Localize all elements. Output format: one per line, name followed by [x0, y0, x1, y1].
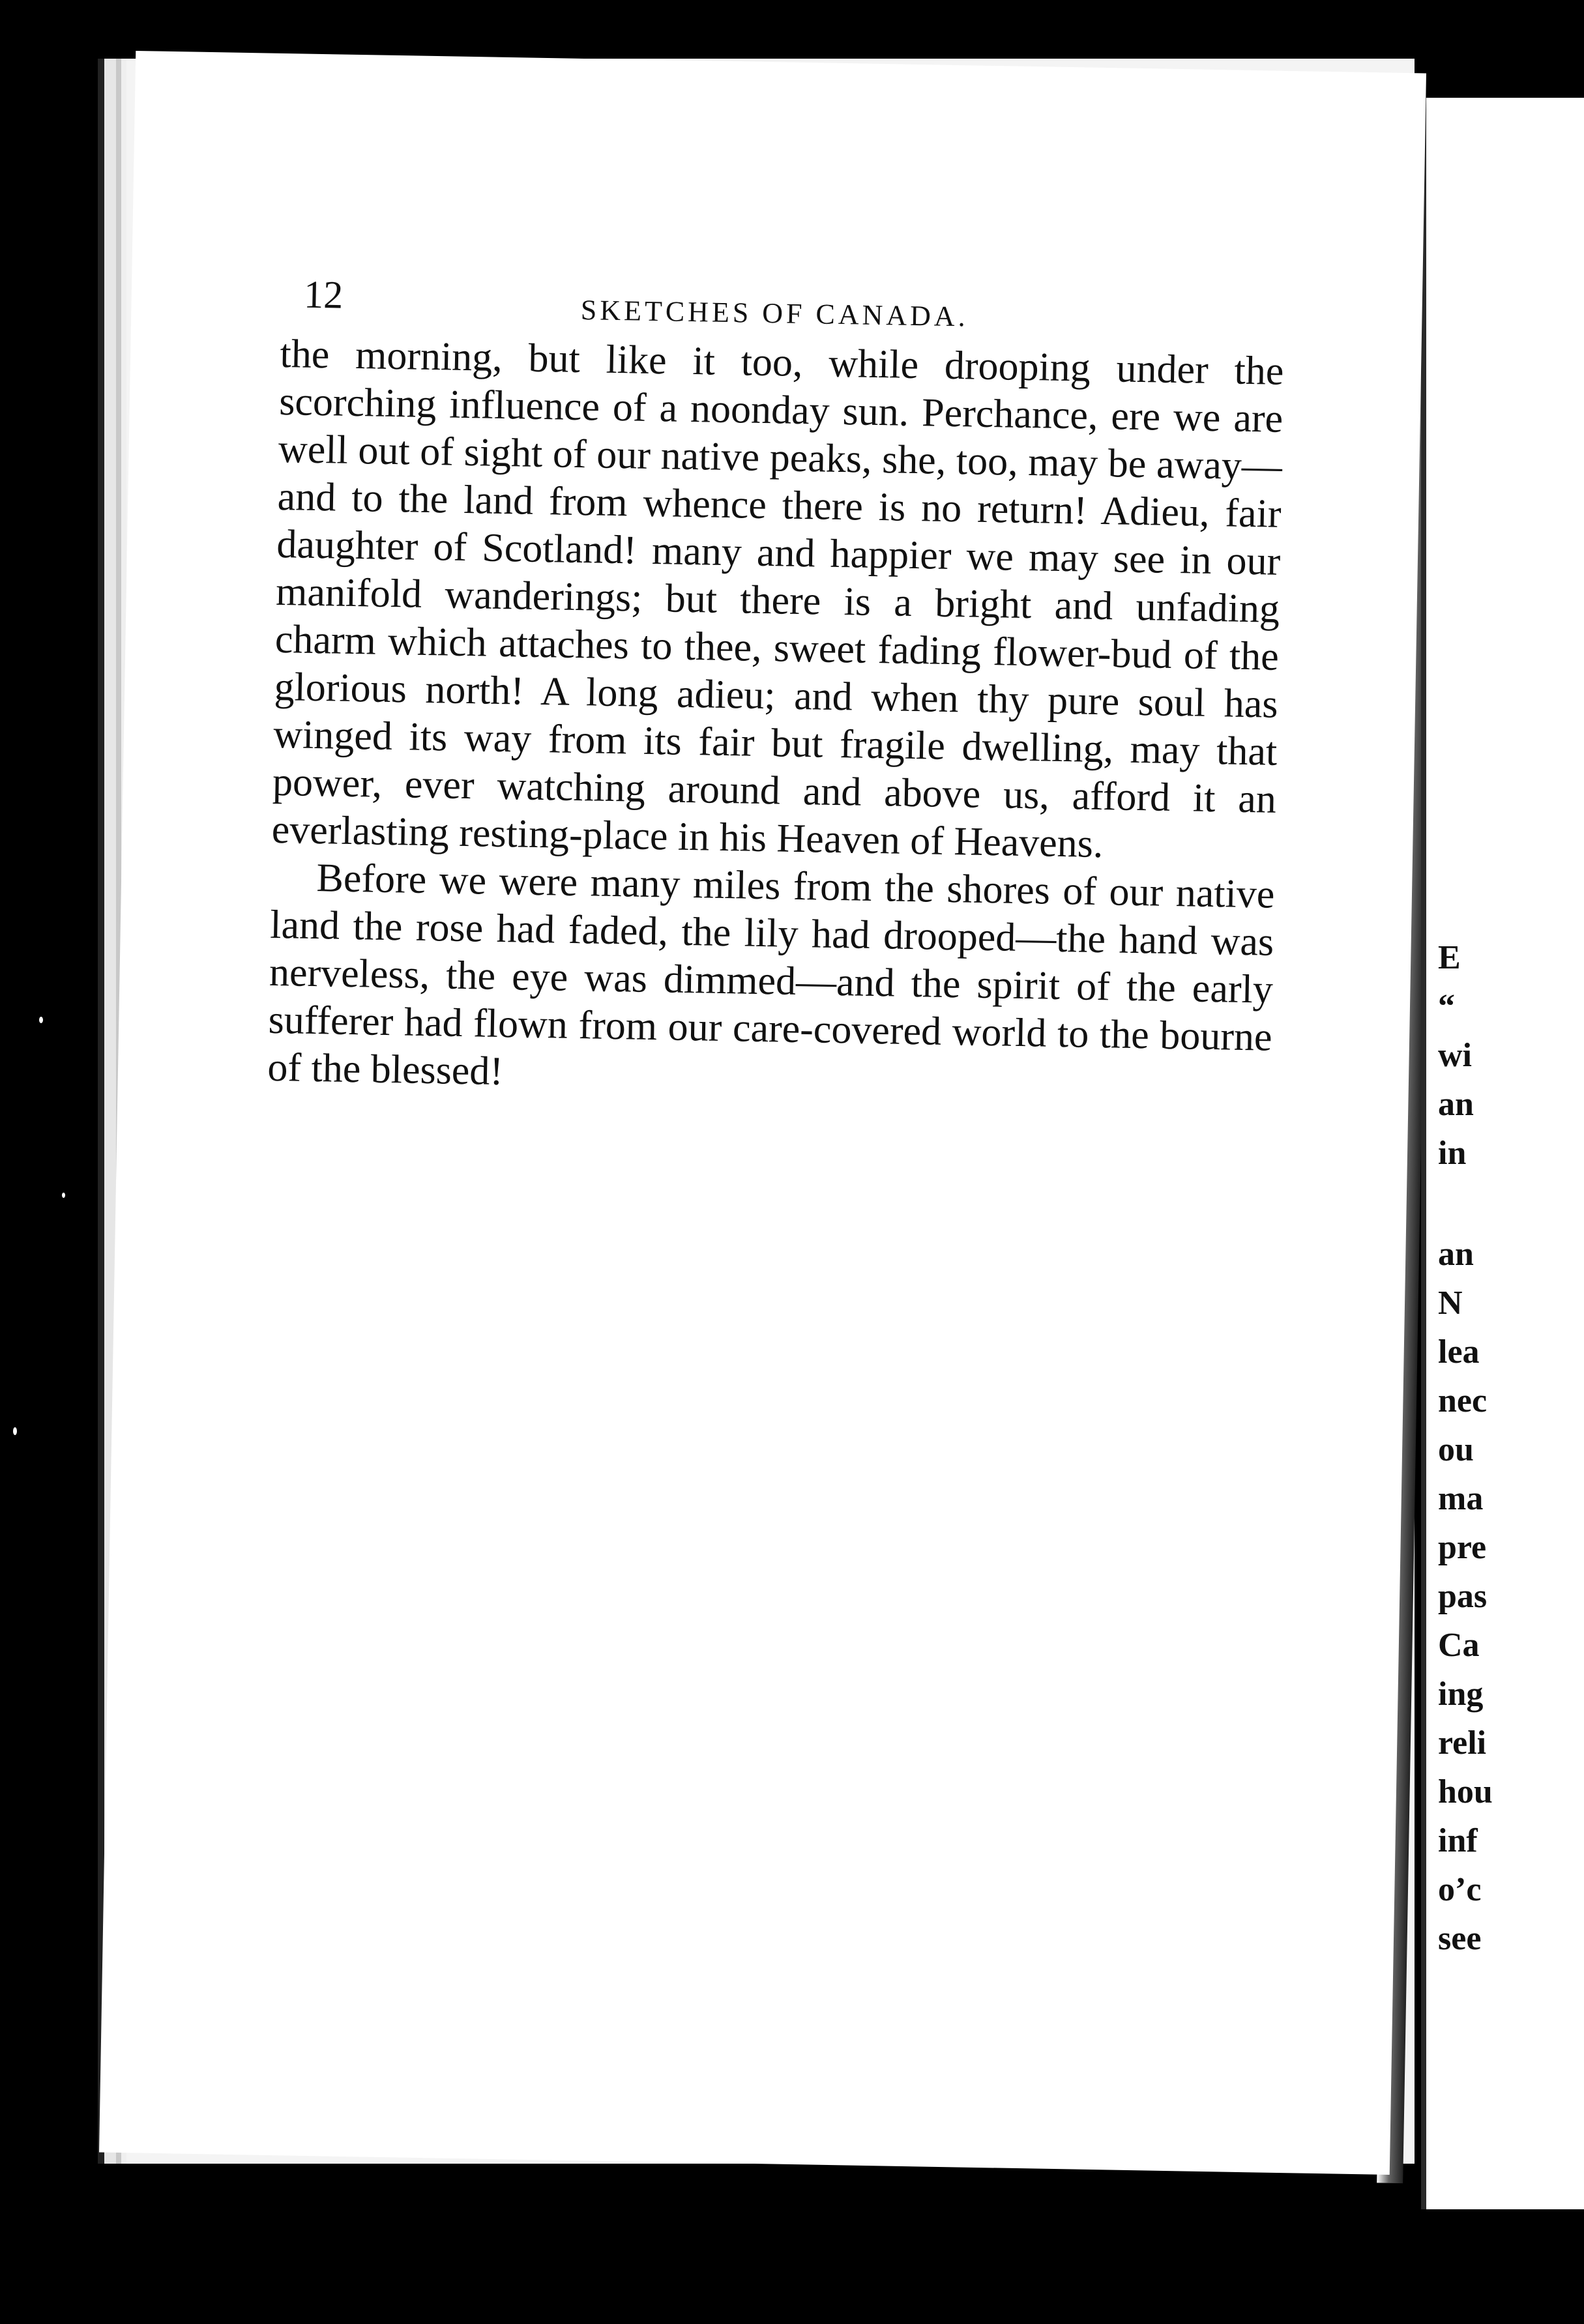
facing-page-fragment: hou: [1438, 1773, 1493, 1810]
facing-page-fragment: an: [1438, 1086, 1474, 1123]
paragraph: Before we were many miles from the shores of our native land the rose had faded, the lily had drooped—the hand was nerveless, the eye was dimmed—and the spirit of the early sufferer had flown from our care-covered world to the bourne of the blessed!: [267, 856, 1275, 1094]
facing-page-fragment: pre: [1438, 1529, 1487, 1566]
facing-page-fragment: in: [1438, 1135, 1467, 1172]
facing-page-fragment: pas: [1438, 1578, 1488, 1615]
scan-speck: [39, 1017, 43, 1023]
body-text: [267, 330, 1284, 1109]
facing-page-fragment: “: [1438, 988, 1455, 1025]
facing-page-fragment: E: [1438, 939, 1461, 976]
facing-page-fragment: wi: [1438, 1037, 1472, 1074]
facing-page-fragment: inf: [1438, 1822, 1478, 1859]
facing-page-fragment: ou: [1438, 1431, 1474, 1468]
facing-page-fragment: nec: [1438, 1382, 1488, 1419]
facing-page-fragment: N: [1438, 1285, 1463, 1322]
facing-page-fragment: see: [1438, 1920, 1482, 1957]
facing-page-fragment: ma: [1438, 1480, 1484, 1517]
paragraph: the morning, but like it too, while drooping under the scorching influence of a noonday sun. Perchance, ere we are well out of sight of our native peaks, she, too, may be away—and to the land from whence there is no return! Adieu, fair daughter of Scotland! many and happier we may see in our manifold wanderings; but there is a bright and unfading charm which attaches to thee, sweet fading flower-bud of the glorious north! A long adieu; and when thy pure soul has winged its way from its fair but fragile dwelling, may that power, ever watching around and above us, afford it an everlasting resting-place in his Heaven of Heavens.: [271, 331, 1284, 867]
facing-page-fragment: ing: [1438, 1676, 1484, 1713]
running-head: SKETCHES OF CANADA.: [580, 294, 969, 333]
facing-page-fragment: an: [1438, 1236, 1474, 1273]
facing-page-fragment: Ca: [1438, 1627, 1480, 1664]
facing-page-fragment: reli: [1438, 1724, 1487, 1762]
facing-page-fragment: o’c: [1438, 1871, 1482, 1908]
scan-speck: [13, 1427, 17, 1435]
page-number: 12: [303, 272, 344, 317]
scan-speck: [62, 1193, 65, 1198]
facing-page-fragment: lea: [1438, 1333, 1480, 1371]
